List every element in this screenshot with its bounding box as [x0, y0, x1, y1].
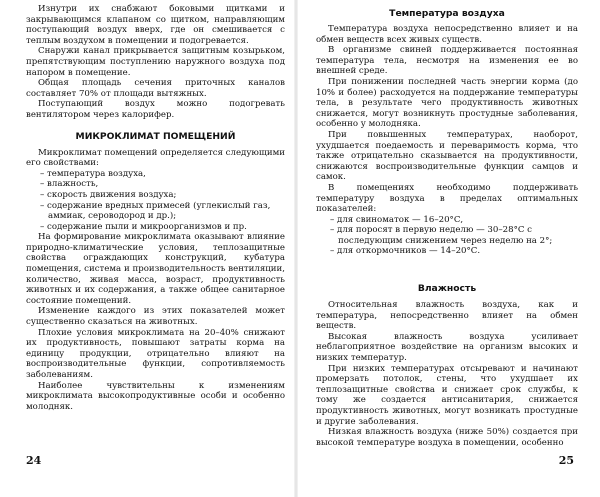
book-gutter	[294, 0, 298, 497]
list-item: – содержание вредных примесей (углекислый газ, аммиак, сероводород и др.);	[40, 200, 271, 222]
section-heading-microclimate: МИКРОКЛИМАТ ПОМЕЩЕНИЙ	[75, 130, 236, 142]
page-number-left: 24	[26, 454, 42, 467]
left-page	[0, 0, 293, 497]
list-item: – влажность,	[40, 179, 99, 190]
section-heading-humidity: Влажность	[417, 283, 477, 295]
paragraph: Высокая влажность воздуха усиливает неблагоприятное воздействие на организм высоких и низких температур.	[316, 331, 578, 364]
paragraph: При повышенных температурах, наоборот, ухудшается поедаемость и переваримость корма, что также отрицательно сказывается на продуктивности, снижаются воспроизводительные функции самцов и самок.	[316, 129, 578, 183]
paragraph: Общая площадь сечения приточных каналов составляет 70% от площади вытяжных.	[26, 78, 285, 99]
list-item: – для откормочников — 14–20°С.	[330, 246, 481, 257]
section-heading-temperature: Температура воздуха	[389, 8, 505, 19]
paragraph: При низких температурах отсыревают и начинают промерзать потолок, стены, что ухудшает их теплозащитные свойства и снижает срок службы, к тому же создается антисанитария, снижается продуктивность животных, могут возникать простудные и другие заболевания.	[316, 363, 578, 427]
paragraph: На формирование микроклимата оказывают влияние природно-климатические условия, теплозащитные свойства ограждающих конструкций, кубатура помещения, система и производительность вентиляции, количество, живая масса, возраст, продуктивность животных и их содержания, а также общее санитарное состояние помещений.	[26, 232, 285, 306]
paragraph: Наиболее чувствительны к изменениям микроклимата высокопродуктивные особи и особенно молодняк.	[26, 380, 285, 412]
list-item: – для поросят в первую неделю — 30–28°С с последующим снижением через неделю на 2°;	[330, 225, 553, 246]
temperature-norms-list	[316, 215, 578, 257]
right-page	[300, 0, 600, 497]
paragraph: Микроклимат помещений определяется следующими его свойствами:	[26, 147, 285, 169]
paragraph: Низкая влажность воздуха (ниже 50%) создается при высокой температуре воздуха в помещении, особенно	[316, 427, 578, 448]
page-number-right: 25	[558, 454, 574, 467]
microclimate-properties-list	[26, 169, 285, 233]
paragraph: Температура воздуха непосредственно влияет и на обмен веществ всех живых существ.	[316, 24, 578, 45]
paragraph: Относительная влажность воздуха, как и температура, непосредственно влияет на обмен веществ.	[316, 300, 578, 332]
paragraph: Поступающий воздух можно подогревать вентилятором через калорифер.	[26, 99, 285, 120]
paragraph: Изнутри их снабжают боковыми щитками и закрывающимся клапаном со щитком, направляющим поступающий воздух вверх, где он смешивается с теплым воздухом в помещении и подогревается.	[26, 4, 285, 46]
list-item: – для свиноматок — 16–20°С,	[330, 214, 464, 225]
list-item: – температура воздуха,	[40, 168, 146, 179]
paragraph: В помещениях необходимо поддерживать температуру воздуха в пределах оптимальных показателей:	[316, 182, 578, 215]
paragraph: В организме свиней поддерживается постоянная температура тела, несмотря на изменения ее во внешней среде.	[316, 45, 578, 77]
paragraph: Снаружи канал прикрывается защитным козырьком, препятствующим поступлению наружного воздуха под напором в помещение.	[26, 46, 285, 78]
list-item: – скорость движения воздуха;	[40, 189, 177, 200]
paragraph: При понижении последней часть энергии корма (до 10% и более) расходуется на поддержание температуры тела, в результате чего продуктивность животных снижается, могут возникнуть простудные заболевания, особенно у молодняка.	[316, 76, 578, 130]
paragraph: Изменение каждого из этих показателей может существенно сказаться на животных.	[26, 306, 285, 328]
paragraph: Плохие условия микроклимата на 20–40% снижают их продуктивность, повышают затраты корма на единицу продукции, отрицательно влияют на воспроизводительные функции, сопротивляемость заболеваниям.	[26, 327, 285, 380]
list-item: – содержание пыли и микроорганизмов и пр.	[40, 221, 247, 232]
